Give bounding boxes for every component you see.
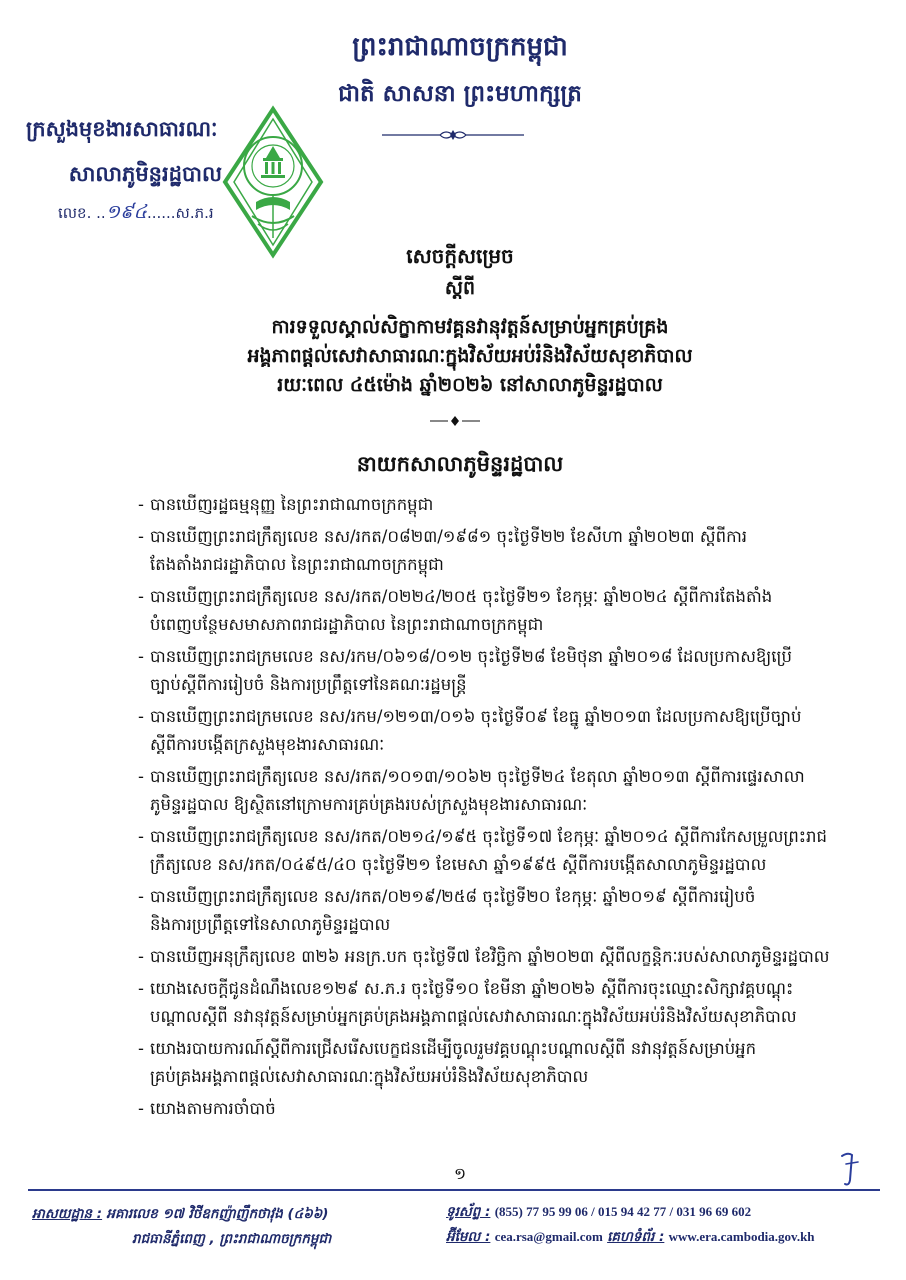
address-label: អាសយដ្ឋាន : (32, 1206, 103, 1222)
item-line: និងការប្រព្រឹត្តទៅនៃសាលាភូមិន្ទរដ្ឋបាល (150, 915, 391, 934)
phone-numbers: (855) 77 95 99 06 / 015 94 42 77 / 031 96 69 602 (494, 1204, 752, 1219)
consideration-item (138, 523, 874, 579)
item-line: បានឃើញព្រះរាជក្រមលេខ នស/រកម/០៦១៨/០១២ ចុះថ្ងៃទី២៨ ខែមិថុនា ឆ្នាំ២០១៨ ដែលប្រកាសឱ្យប្រើ (150, 647, 792, 666)
item-line: បានឃើញព្រះរាជក្រឹត្យលេខ នស/រកត/០២១៩/២៥៨ ចុះថ្ងៃទី២០ ខែកុម្ភៈ ឆ្នាំ២០១៩ ស្តីពីការរៀបចំ (150, 887, 756, 906)
bullet-dash: - (138, 527, 144, 546)
item-text (150, 883, 874, 939)
item-line: យោងសេចក្តីជូនដំណឹងលេខ១២៩ ស.ភ.រ ចុះថ្ងៃទី១០ ខែមីនា ឆ្នាំ២០២៦ ស្តីពីការចុះឈ្មោះសិក្សាវគ្គបណ្តុះ (150, 979, 794, 998)
school-seal-logo (222, 106, 324, 258)
item-text (150, 943, 874, 971)
item-line: បំពេញបន្ថែមសមាសភាពរាជរដ្ឋាភិបាល នៃព្រះរាជាណាចក្រកម្ពុជា (150, 615, 544, 634)
item-text (150, 583, 874, 639)
address-line-2: រាជធានីភ្នំពេញ , ព្រះរាជាណាចក្រកម្ពុជា (132, 1231, 332, 1247)
bullet-dash: - (138, 647, 144, 666)
item-line: បានឃើញព្រះរាជក្រមលេខ នស/រកម/១២១៣/០១៦ ចុះថ្ងៃទី០៩ ខែធ្នូ ឆ្នាំ២០១៣ ដែលប្រកាសឱ្យប្រើច្បាប់ (150, 707, 802, 726)
item-line: បានឃើញរដ្ឋធម្មនុញ្ញ នៃព្រះរាជាណាចក្រកម្ពុជា (150, 495, 434, 514)
consideration-item (138, 975, 874, 1031)
consideration-item (138, 763, 874, 819)
item-line: បានឃើញអនុក្រឹត្យលេខ ៣២៦ អនក្រ.បក ចុះថ្ងៃទី៧ ខែវិច្ឆិកា ឆ្នាំ២០២៣ ស្តីពីលក្ខន្តិកៈរបស់សាលាភូមិន្ទរដ្ឋបាល (150, 947, 830, 966)
item-line: គ្រប់គ្រងអង្គភាពផ្តល់សេវាសាធារណៈក្នុងវិស័យអប់រំនិងវិស័យសុខាភិបាល (150, 1067, 589, 1086)
consideration-item (138, 883, 874, 939)
item-text (150, 643, 874, 699)
consideration-item (138, 823, 874, 879)
title-line: ការទទួលស្គាល់សិក្ខាកាមវគ្គនវានុវត្តន៍សម្រាប់អ្នកគ្រប់គ្រង (271, 316, 669, 338)
item-line: បានឃើញព្រះរាជក្រឹត្យលេខ នស/រកត/១០១៣/១០៦២ ចុះថ្ងៃទី២៤ ខែតុលា ឆ្នាំ២០១៣ ស្តីពីការផ្ទេរសាលា (150, 767, 805, 786)
item-line: ស្តីពីការបង្កើតក្រសួងមុខងារសាធារណៈ (150, 735, 385, 754)
item-text (150, 1035, 874, 1091)
item-line: បានឃើញព្រះរាជក្រឹត្យលេខ នស/រកត/០៨២៣/១៩៨១ ចុះថ្ងៃទី២២ ខែសីហា ឆ្នាំ២០២៣ ស្តីពីការ (150, 527, 748, 546)
item-line: តែងតាំងរាជរដ្ឋាភិបាល នៃព្រះរាជាណាចក្រកម្ពុជា (150, 555, 444, 574)
item-line: បានឃើញព្រះរាជក្រឹត្យលេខ នស/រកត/០២១៤/១៩៥ ចុះថ្ងៃទី១៧ ខែកុម្ភៈ ឆ្នាំ២០១៤ ស្តីពីការកែសម្រួលព្រះរាជ (150, 827, 827, 846)
header-ornament-divider (380, 126, 526, 144)
bullet-dash: - (138, 979, 144, 998)
email-label: អ៊ីមែល : (446, 1229, 491, 1245)
title-ornament-divider (428, 414, 482, 428)
reference-number (58, 198, 226, 227)
item-line: ភូមិន្ទរដ្ឋបាល ឱ្យស្ថិតនៅក្រោមការគ្រប់គ្រងរបស់ក្រសួងមុខងារសាធារណៈ (150, 795, 588, 814)
bullet-dash: - (138, 827, 144, 846)
bullet-dash: - (138, 887, 144, 906)
consideration-item (138, 1095, 874, 1123)
item-line: ច្បាប់ស្តីពីការរៀបចំ និងការប្រព្រឹត្តទៅនៃគណៈរដ្ឋមន្ត្រី (150, 675, 467, 694)
footer-address (32, 1203, 437, 1225)
footer-phone (446, 1201, 886, 1223)
bullet-dash: - (138, 1039, 144, 1058)
item-text (150, 763, 874, 819)
kingdom-heading: ព្រះរាជាណាចក្រកម្ពុជា (352, 32, 568, 62)
item-line: បណ្តាលស្តីពី នវានុវត្តន៍សម្រាប់អ្នកគ្រប់គ្រងអង្គភាពផ្តល់សេវាសាធារណៈក្នុងវិស័យអប់រំនិងវិស័យសុខាភិបាល (150, 1007, 797, 1026)
item-text (150, 975, 874, 1031)
bullet-dash: - (138, 707, 144, 726)
ministry-name: ក្រសួងមុខងារសាធារណៈ (26, 117, 218, 141)
page-number: ១ (453, 1164, 467, 1183)
bullet-dash: - (138, 767, 144, 786)
consideration-item (138, 1035, 874, 1091)
bullet-dash: - (138, 947, 144, 966)
bullet-dash: - (138, 495, 144, 514)
title-line: រយៈពេល ៤៥ម៉ោង ឆ្នាំ២០២៦ នៅសាលាភូមិន្ទរដ្ឋបាល (277, 374, 663, 396)
item-line: បានឃើញព្រះរាជក្រឹត្យលេខ នស/រកត/០២២៤/២០៥ ចុះថ្ងៃទី២១ ខែកុម្ភៈ ឆ្នាំ២០២៤ ស្តីពីការតែងតាំង (150, 587, 773, 606)
footer-address-city (132, 1228, 437, 1250)
consideration-item (138, 583, 874, 639)
item-text (150, 1095, 874, 1123)
item-text (150, 491, 874, 519)
item-line: ក្រឹត្យលេខ នស/រកត/០៤៩៥/៤០ ចុះថ្ងៃទី២១ ខែមេសា ឆ្នាំ១៩៩៥ ស្តីពីការបង្កើតសាលាភូមិន្ទរដ្ឋបាល (150, 855, 767, 874)
school-name: សាលាភូមិន្ទរដ្ឋបាល (68, 162, 222, 186)
email-address: cea.rsa@gmail.com (494, 1229, 603, 1244)
reference-suffix: ......ស.ភ.រ (146, 204, 214, 222)
document-type-heading: សេចក្តីសម្រេច (406, 244, 514, 268)
handwritten-initial-mark (836, 1150, 866, 1190)
item-text (150, 703, 874, 759)
title-line: អង្គភាពផ្តល់សេវាសាធារណៈក្នុងវិស័យអប់រំនិងវិស័យសុខាភិបាល (247, 345, 693, 367)
item-text (150, 523, 874, 579)
consideration-item (138, 491, 874, 519)
item-line: យោងតាមការចាំបាច់ (150, 1099, 276, 1118)
consideration-item (138, 703, 874, 759)
website-url: www.era.cambodia.gov.kh (668, 1229, 815, 1244)
footer-rule (28, 1189, 880, 1191)
handwritten-reference-number: ១៩៤ (105, 201, 147, 223)
address-line-1: អគារលេខ ១៧ វិថីឧកញ៉ាញឹកថាវុង (៤៦៦) (106, 1206, 329, 1222)
bullet-dash: - (138, 1099, 144, 1118)
consideration-item (138, 943, 874, 971)
footer-contact-web (446, 1226, 886, 1248)
reference-label: លេខ. .. (58, 204, 106, 222)
consideration-item (138, 643, 874, 699)
item-text (150, 823, 874, 879)
bullet-dash: - (138, 587, 144, 606)
item-line: យោងរបាយការណ៍ស្តីពីការជ្រើសរើសបេក្ខជនដើម្បីចូលរួមវគ្គបណ្តុះបណ្តាលស្តីពី នវានុវត្តន៍សម្រាប់អ្នក (150, 1039, 757, 1058)
national-motto: ជាតិ សាសនា ព្រះមហាក្សត្រ (338, 81, 582, 107)
considerations-list (138, 491, 874, 1127)
phone-label: ទូរស័ព្ទ : (446, 1204, 491, 1220)
subject-label: ស្តីពី (444, 277, 476, 299)
issuer-heading: នាយកសាលាភូមិន្ទរដ្ឋបាល (356, 452, 564, 476)
website-label: គេហទំព័រ : (607, 1229, 665, 1245)
